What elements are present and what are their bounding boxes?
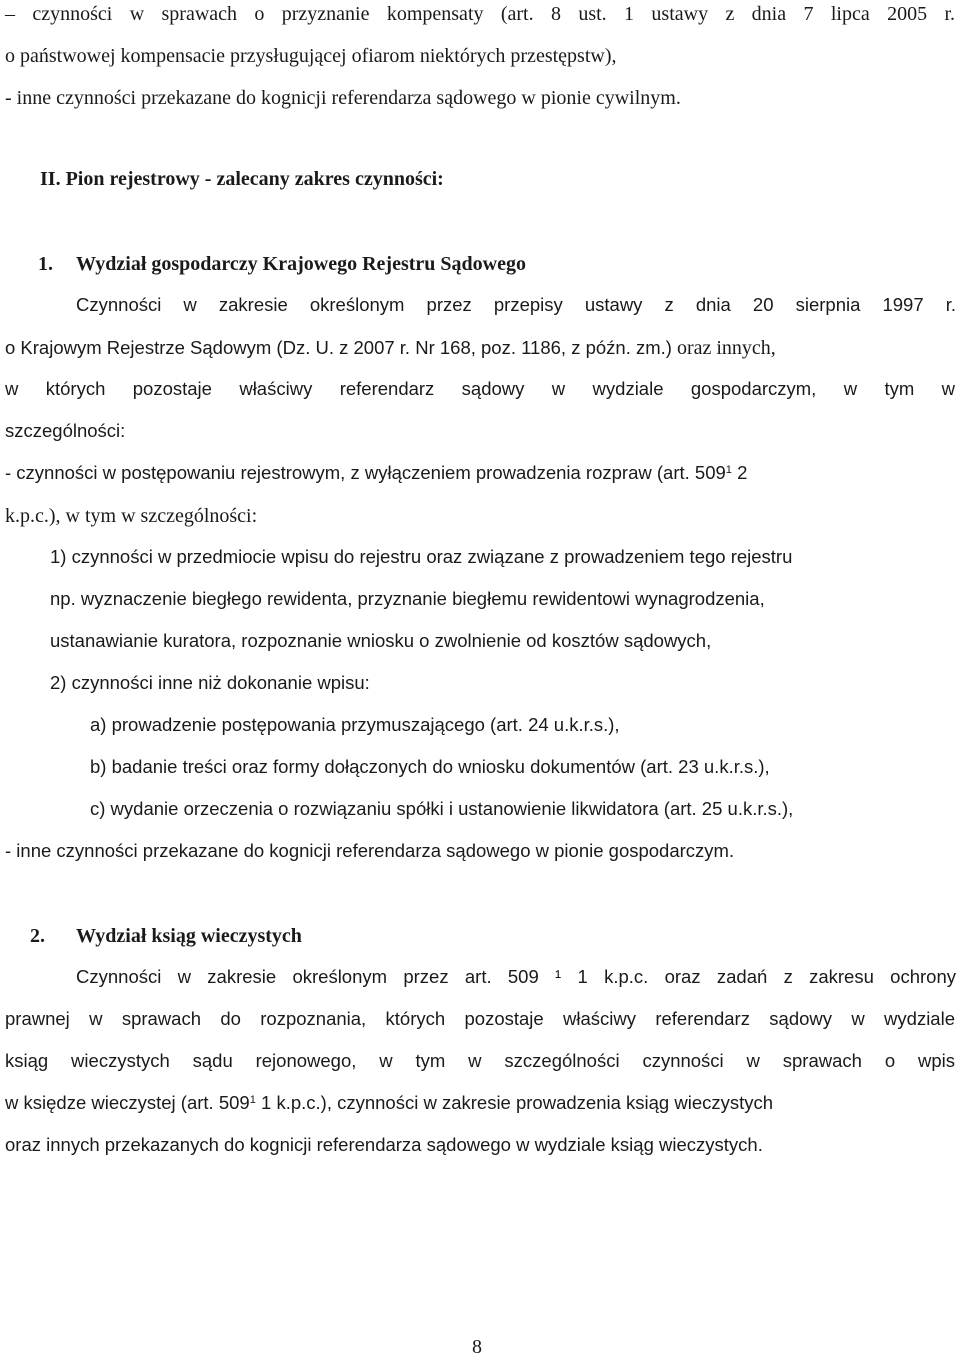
sub1-para-line-4: szczególności: bbox=[5, 420, 126, 441]
sub1-item-2c: c) wydanie orzeczenia o rozwiązaniu spółki i ustanowienie likwidatora (art. 25 u.k.r.s.), bbox=[90, 798, 794, 819]
sub1-title: Wydział gospodarczy Krajowego Rejestru Sądowego bbox=[76, 253, 526, 275]
sub1-item-2a: a) prowadzenie postępowania przymuszającego (art. 24 u.k.r.s.), bbox=[90, 714, 620, 735]
sub2-number: 2. bbox=[30, 925, 45, 947]
sub2-title: Wydział ksiąg wieczystych bbox=[76, 925, 302, 947]
sub1-dash-item bbox=[5, 464, 955, 483]
sub1-item-1-line-2: np. wyznaczenie biegłego rewidenta, przyznanie biegłemu rewidentowi wynagrodzenia, bbox=[50, 588, 765, 609]
sub1-dash-item-end: 2 bbox=[731, 462, 748, 483]
sub1-dash-item-sup: 1 bbox=[725, 463, 732, 476]
sub2-line-5: oraz innych przekazanych do kognicji referendarza sądowego w wydziale ksiąg wieczystych. bbox=[5, 1134, 763, 1155]
sub1-dash-item-line-2: k.p.c.), w tym w szczególności: bbox=[5, 505, 258, 527]
sub1-item-2b: b) badanie treści oraz formy dołączonych do wniosku dokumentów (art. 23 u.k.r.s.), bbox=[90, 756, 770, 777]
sub2-line-4 bbox=[5, 1094, 955, 1113]
sub1-closing: - inne czynności przekazane do kognicji referendarza sądowego w pionie gospodarczym. bbox=[5, 840, 735, 861]
sub2-line-4-sup: 1 bbox=[249, 1093, 256, 1106]
sub1-item-1-line-1: 1) czynności w przedmiocie wpisu do rejestru oraz związane z prowadzeniem tego rejestru bbox=[50, 546, 793, 567]
sub2-line-2: prawnej w sprawach do rozpoznania, których pozostaje właściwy referendarz sądowy w wydziale bbox=[5, 1008, 955, 1029]
page-number: 8 bbox=[472, 1336, 482, 1358]
sub1-para-line-2a: o Krajowym Rejestrze Sądowym (Dz. U. z 2007 r. Nr 168, poz. 1186, z późn. zm.) bbox=[5, 337, 672, 358]
sub1-para-line-2b: oraz innych, bbox=[671, 337, 776, 359]
sub2-line-4a: w księdze wieczystej (art. 509 bbox=[5, 1092, 250, 1113]
intro-line-1: – czynności w sprawach o przyznanie kompensaty (art. 8 ust. 1 ustawy z dnia 7 lipca 2005 r. bbox=[5, 3, 955, 25]
sub1-para-line-3: w których pozostaje właściwy referendarz sądowy w wydziale gospodarczym, w tym w bbox=[5, 378, 955, 399]
sub1-para-line-1: Czynności w zakresie określonym przez przepisy ustawy z dnia 20 sierpnia 1997 r. bbox=[76, 294, 956, 315]
sub2-line-4b: 1 k.p.c.), czynności w zakresie prowadzenia ksiąg wieczystych bbox=[255, 1092, 774, 1113]
sub1-dash-item-text: - czynności w postępowaniu rejestrowym, z wyłączeniem prowadzenia rozpraw (art. 509 bbox=[5, 462, 726, 483]
sub1-number: 1. bbox=[38, 253, 53, 275]
sub2-line-3: ksiąg wieczystych sądu rejonowego, w tym w szczególności czynności w sprawach o wpis bbox=[5, 1050, 955, 1071]
sub2-line-1: Czynności w zakresie określonym przez art. 509 ¹ 1 k.p.c. oraz zadań z zakresu ochrony bbox=[76, 966, 956, 987]
sub1-para-line-2 bbox=[5, 338, 776, 358]
section-heading: II. Pion rejestrowy - zalecany zakres czynności: bbox=[40, 168, 444, 190]
intro-line-3: - inne czynności przekazane do kognicji referendarza sądowego w pionie cywilnym. bbox=[5, 87, 681, 109]
sub1-item-2: 2) czynności inne niż dokonanie wpisu: bbox=[50, 672, 370, 693]
intro-line-2: o państwowej kompensacie przysługującej ofiarom niektórych przestępstw), bbox=[5, 45, 617, 67]
sub1-item-1-line-3: ustanawianie kuratora, rozpoznanie wniosku o zwolnienie od kosztów sądowych, bbox=[50, 630, 712, 651]
